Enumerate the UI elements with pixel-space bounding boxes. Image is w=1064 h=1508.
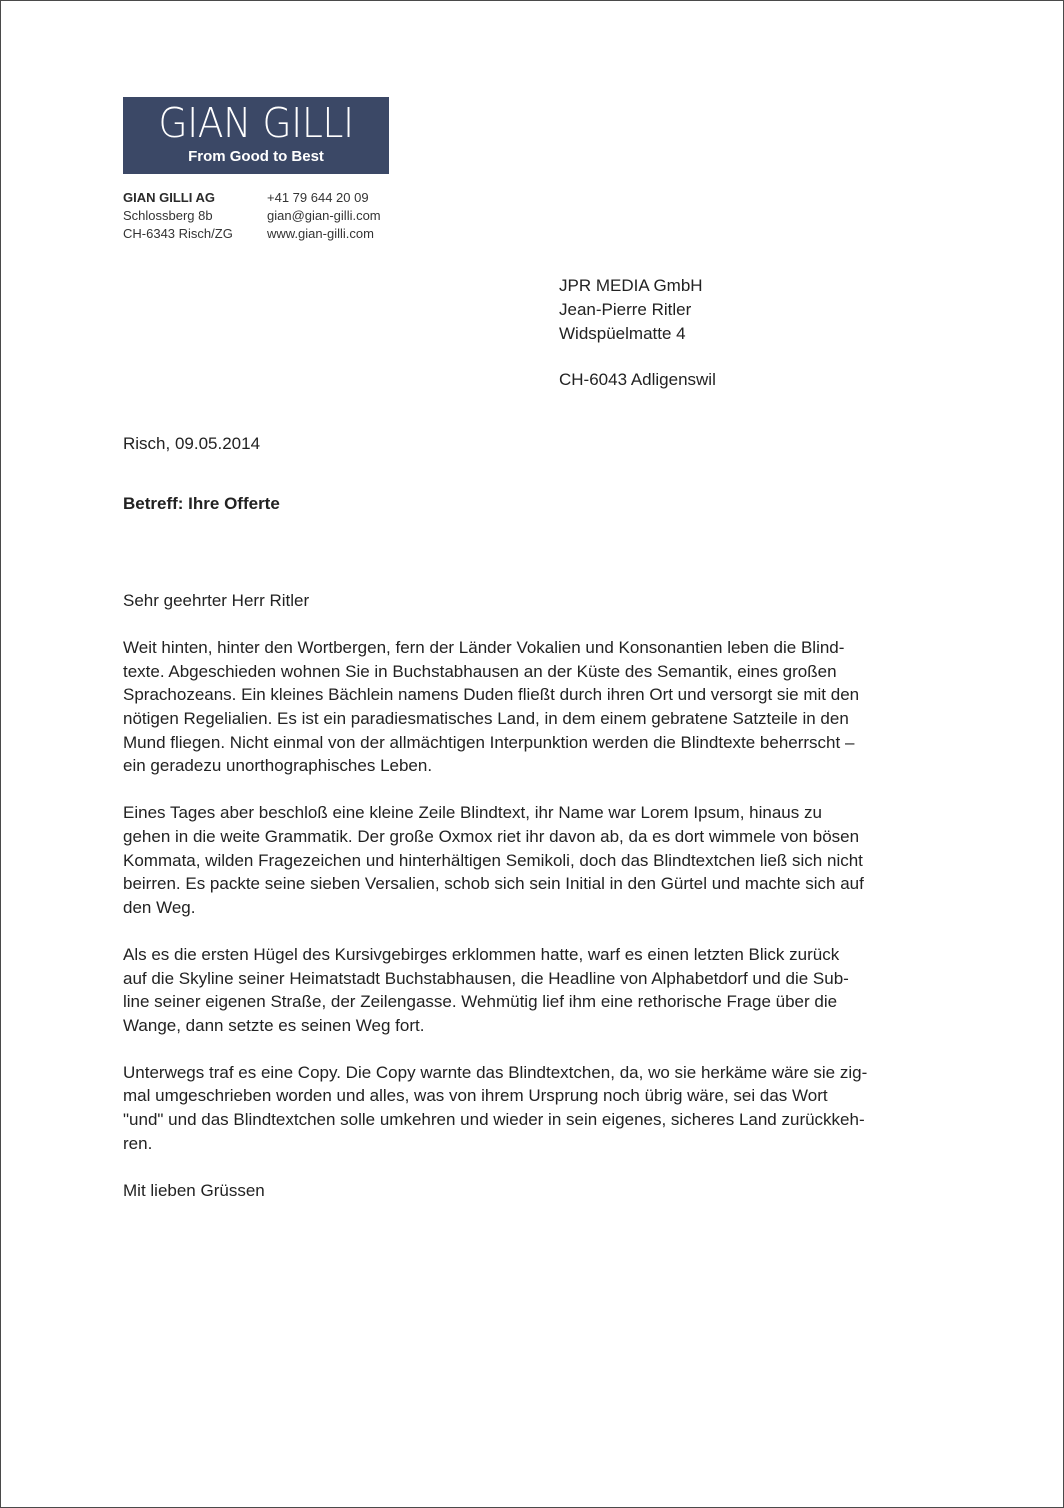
- paragraph-line: Sprachozeans. Ein kleines Bächlein namens Duden fließt durch ihren Ort und versorgt sie mit den: [123, 685, 860, 705]
- paragraph-line: nötigen Regelialien. Es ist ein paradiesmatisches Land, in dem einem gebratene Satzteile in den: [123, 708, 849, 728]
- recipient-company: JPR MEDIA GmbH: [559, 276, 703, 295]
- sender-company: GIAN GILLI AG: [123, 190, 215, 205]
- sender-contact: [267, 189, 381, 243]
- sender-email: gian@gian-gilli.com: [267, 208, 381, 223]
- paragraph-line: ren.: [123, 1133, 153, 1153]
- paragraph-line: gehen in die weite Grammatik. Der große Oxmox riet ihr davon ab, da es dort wimmele von bösen: [123, 826, 860, 846]
- sender-city: CH-6343 Risch/ZG: [123, 226, 233, 241]
- recipient-street: Widspüelmatte 4: [559, 324, 686, 343]
- recipient-city: CH-6043 Adligenswil: [559, 370, 716, 389]
- paragraph-line: line seiner eigenen Straße, der Zeilengasse. Wehmütig lief ihm eine rethorische Frage über die: [123, 992, 838, 1012]
- paragraph-line: Wange, dann setzte es seinen Weg fort.: [123, 1015, 425, 1035]
- paragraph-line: Eines Tages aber beschloß eine kleine Zeile Blindtext, ihr Name war Lorem Ipsum, hinaus zu: [123, 803, 822, 823]
- salutation: [123, 589, 973, 613]
- paragraph-line: "und" und das Blindtextchen solle umkehren und wieder in sein eigenes, sicheres Land zurückkeh-: [123, 1110, 865, 1130]
- paragraph-line: Kommata, wilden Fragezeichen und hinterhältigen Semikoli, doch das Blindtextchen ließ sich nicht: [123, 850, 863, 870]
- body-paragraph: [123, 943, 973, 1037]
- paragraph-line: texte. Abgeschieden wohnen Sie in Buchstabhausen an der Küste des Semantik, eines großen: [123, 661, 837, 681]
- paragraph-line: Als es die ersten Hügel des Kursivgebirges erklommen hatte, warf es einen letzten Blick zurück: [123, 944, 840, 964]
- body-paragraph: [123, 1061, 973, 1155]
- paragraph-line: mal umgeschrieben worden und alles, was von ihrem Ursprung noch übrig wäre, sei das Wort: [123, 1086, 828, 1106]
- paragraph-line: ein geradezu unorthographisches Leben.: [123, 756, 433, 776]
- sender-street: Schlossberg 8b: [123, 208, 213, 223]
- body-paragraph: [123, 801, 973, 919]
- paragraph-line: auf die Skyline seiner Heimatstadt Buchstabhausen, die Headline von Alphabetdorf und die Sub-: [123, 968, 849, 988]
- paragraph-line: Mund fliegen. Nicht einmal von der allmächtigen Interpunktion werden die Blindtexte beherrscht –: [123, 732, 855, 752]
- paragraph-line: Weit hinten, hinter den Wortbergen, fern der Länder Vokalien und Konsonantien leben die Blind-: [123, 638, 845, 658]
- paragraph-line: Unterwegs traf es eine Copy. Die Copy warnte das Blindtextchen, da, wo sie herkäme wäre sie zig-: [123, 1062, 868, 1082]
- sender-phone: +41 79 644 20 09: [267, 190, 369, 205]
- paragraph-line: den Weg.: [123, 897, 196, 917]
- sender-web: www.gian-gilli.com: [267, 226, 374, 241]
- paragraph-line: beirren. Es packte seine sieben Versalien, schob sich sein Initial in den Gürtel und machte sich auf: [123, 874, 864, 894]
- logo-tagline: From Good to Best: [188, 148, 324, 165]
- recipient-spacer: [559, 346, 716, 368]
- subject-line: Betreff: Ihre Offerte: [123, 494, 280, 513]
- place-date: Risch, 09.05.2014: [123, 434, 261, 453]
- logo-name: GIAN GILLI: [158, 99, 354, 147]
- closing: [123, 1179, 973, 1203]
- recipient-address: [559, 274, 716, 392]
- salutation-text: Sehr geehrter Herr Ritler: [123, 591, 310, 610]
- company-logo: [123, 97, 389, 174]
- letter-body: [123, 589, 973, 1226]
- sender-address: [123, 189, 233, 243]
- closing-text: Mit lieben Grüssen: [123, 1180, 265, 1200]
- body-paragraph: [123, 636, 973, 778]
- recipient-person: Jean-Pierre Ritler: [559, 300, 692, 319]
